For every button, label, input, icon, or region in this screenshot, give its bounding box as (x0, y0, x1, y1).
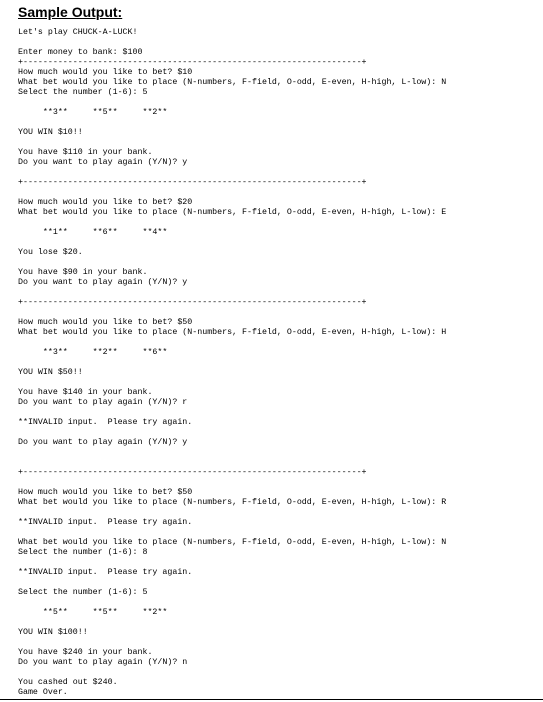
console-line: How much would you like to bet? $20 (18, 198, 193, 207)
console-line: You have $90 in your bank. (18, 268, 148, 277)
console-line (18, 238, 538, 248)
console-line: **3** **5** **2** (18, 108, 168, 117)
console-line: How much would you like to bet? $50 (18, 488, 193, 497)
console-line: What bet would you like to place (N-numbers, F-field, O-odd, E-even, H-high, L-low): N (18, 78, 447, 87)
console-line (18, 508, 538, 518)
console-line (18, 358, 538, 368)
console-line: You have $240 in your bank. (18, 648, 153, 657)
console-line: You have $140 in your bank. (18, 388, 153, 397)
console-line: Do you want to play again (Y/N)? r (18, 398, 188, 407)
console-line (18, 378, 538, 388)
console-line: What bet would you like to place (N-numbers, F-field, O-odd, E-even, H-high, L-low): R (18, 498, 447, 507)
console-line: **3** **2** **6** (18, 348, 168, 357)
console-line (18, 188, 538, 198)
console-line (18, 98, 538, 108)
console-line (18, 478, 538, 488)
console-line: YOU WIN $50!! (18, 368, 83, 377)
console-line (18, 458, 538, 468)
console-line: Let's play CHUCK-A-LUCK! (18, 28, 138, 37)
console-line: YOU WIN $100!! (18, 628, 88, 637)
console-line: **1** **6** **4** (18, 228, 168, 237)
console-line: **INVALID input. Please try again. (18, 518, 193, 527)
console-line: What bet would you like to place (N-numbers, F-field, O-odd, E-even, H-high, L-low): N (18, 538, 447, 547)
console-line: Select the number (1-6): 5 (18, 588, 148, 597)
console-line (18, 528, 538, 538)
console-line: You lose $20. (18, 248, 83, 257)
console-line (18, 408, 538, 418)
console-line (18, 668, 538, 678)
console-line: Do you want to play again (Y/N)? y (18, 438, 188, 447)
console-line (18, 338, 538, 348)
console-line: What bet would you like to place (N-numbers, F-field, O-odd, E-even, H-high, L-low): H (18, 328, 447, 337)
console-line: +--------------------------------------------------------------------+ (18, 58, 367, 67)
console-line: You have $110 in your bank. (18, 148, 153, 157)
console-line: Do you want to play again (Y/N)? y (18, 158, 188, 167)
console-line (18, 258, 538, 268)
console-line: How much would you like to bet? $10 (18, 68, 193, 77)
console-line (18, 38, 538, 48)
sample-output-heading: Sample Output: (18, 4, 123, 20)
console-line: What bet would you like to place (N-numbers, F-field, O-odd, E-even, H-high, L-low): E (18, 208, 447, 217)
console-line: You cashed out $240. (18, 678, 118, 687)
console-line: Do you want to play again (Y/N)? y (18, 278, 188, 287)
console-line (18, 428, 538, 438)
console-line: **INVALID input. Please try again. (18, 418, 193, 427)
console-line: How much would you like to bet? $50 (18, 318, 193, 327)
console-line (18, 308, 538, 318)
console-line (18, 618, 538, 628)
console-line: YOU WIN $10!! (18, 128, 83, 137)
console-line: +--------------------------------------------------------------------+ (18, 178, 367, 187)
console-line: Game Over. (18, 688, 68, 697)
console-line (18, 638, 538, 648)
console-output (18, 28, 538, 698)
console-line (18, 598, 538, 608)
console-line (18, 578, 538, 588)
console-line (18, 288, 538, 298)
console-line: **5** **5** **2** (18, 608, 168, 617)
console-line: Enter money to bank: $100 (18, 48, 143, 57)
console-line: **INVALID input. Please try again. (18, 568, 193, 577)
console-line (18, 118, 538, 128)
console-line: +--------------------------------------------------------------------+ (18, 468, 367, 477)
console-line (18, 558, 538, 568)
console-line: +--------------------------------------------------------------------+ (18, 298, 367, 307)
console-line (18, 138, 538, 148)
console-line: Select the number (1-6): 8 (18, 548, 148, 557)
console-line: Select the number (1-6): 5 (18, 88, 148, 97)
console-line (18, 168, 538, 178)
console-line: Do you want to play again (Y/N)? n (18, 658, 188, 667)
console-line (18, 448, 538, 458)
console-line (18, 218, 538, 228)
bottom-divider (0, 699, 543, 700)
